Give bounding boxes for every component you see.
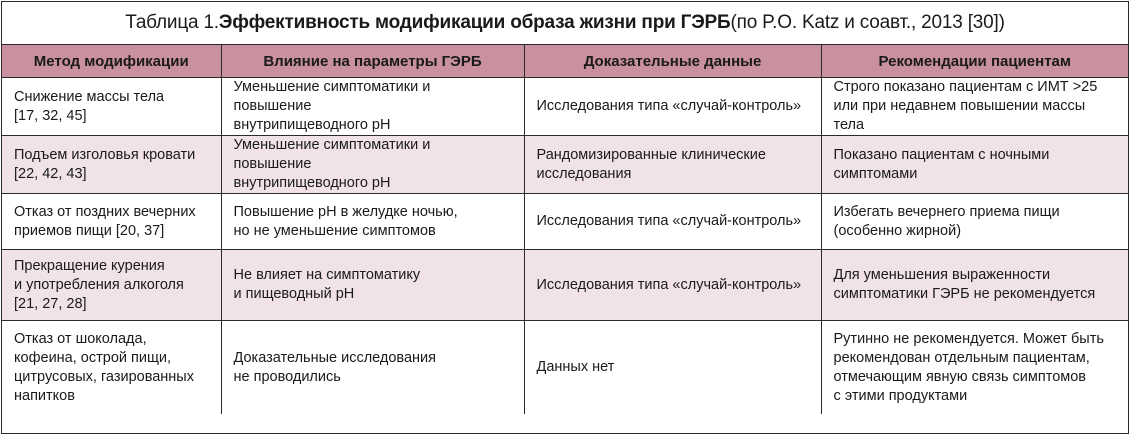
cell-recommendation — [821, 78, 1128, 136]
cell-text: Строго показано пациентам с ИМТ >25 или при недавнем повышении массы тела — [833, 79, 1098, 133]
table-title-suffix: (по P.O. Katz и соавт., 2013 [30]) — [730, 12, 1005, 33]
cell-text: Избегать вечернего приема пищи (особенно жирной) — [833, 203, 1060, 239]
cell-method — [2, 250, 221, 321]
cell-text: Не влияет на симптоматику и пищеводный pH — [233, 267, 421, 302]
cell-effect — [221, 78, 524, 136]
cell-method — [2, 321, 221, 415]
header-effect: Влияние на параметры ГЭРБ — [221, 45, 524, 78]
table-title — [2, 2, 1128, 45]
cell-evidence — [524, 321, 821, 415]
header-evidence: Доказательные данные — [524, 45, 821, 78]
cell-text: Исследования типа «случай-контроль» — [536, 276, 802, 293]
table-title-prefix: Таблица 1. — [125, 12, 219, 33]
cell-text: Данных нет — [536, 359, 615, 375]
cell-recommendation — [821, 194, 1128, 250]
cell-text: Доказательные исследования не проводились — [233, 349, 436, 385]
cell-evidence — [524, 194, 821, 250]
cell-text: Рутинно не рекомендуется. Может быть рекомендован отдельным пациентам, отмечающим явную связь симптомов с этими продуктами — [833, 330, 1104, 404]
table-row — [2, 321, 1128, 415]
cell-text: Исследования типа «случай-контроль» — [536, 98, 802, 114]
cell-evidence — [524, 78, 821, 136]
table-row — [2, 250, 1128, 321]
table-row — [2, 78, 1128, 136]
cell-effect — [221, 321, 524, 415]
cell-evidence — [524, 136, 821, 194]
table-row — [2, 194, 1128, 250]
table-row — [2, 136, 1128, 194]
cell-text: Для уменьшения выраженности симптоматики ГЭРБ не рекомендуется — [833, 267, 1096, 302]
cell-text: Рандомизированные клинические исследования — [536, 146, 766, 182]
lifestyle-modification-table — [2, 45, 1128, 414]
cell-text: Исследования типа «случай-контроль» — [536, 213, 802, 229]
cell-recommendation — [821, 321, 1128, 415]
header-recommendation: Рекомендации пациентам — [821, 45, 1128, 78]
cell-text: Уменьшение симптоматики и повышение внутрипищеводного pH — [233, 137, 431, 191]
cell-recommendation — [821, 250, 1128, 321]
table-frame — [1, 1, 1129, 434]
cell-text: Отказ от шоколада, кофеина, острой пищи, цитрусовых, газированных напитков — [14, 330, 194, 404]
cell-method — [2, 194, 221, 250]
cell-text: Повышение pH в желудке ночью, но не уменьшение симптомов — [233, 203, 458, 239]
cell-effect — [221, 136, 524, 194]
cell-recommendation — [821, 136, 1128, 194]
cell-text: Снижение массы тела [17, 32, 45] — [14, 88, 165, 124]
cell-method — [2, 78, 221, 136]
table-title-main: Эффективность модификации образа жизни при ГЭРБ — [218, 12, 731, 33]
cell-effect — [221, 250, 524, 321]
table-header-row — [2, 45, 1128, 78]
cell-evidence — [524, 250, 821, 321]
header-method: Метод модификации — [2, 45, 221, 78]
cell-method — [2, 136, 221, 194]
cell-text: Показано пациентам с ночными симптомами — [833, 146, 1050, 182]
cell-text: Подъем изголовья кровати [22, 42, 43] — [14, 146, 196, 182]
cell-text: Уменьшение симптоматики и повышение внутрипищеводного pH — [233, 79, 431, 133]
cell-effect — [221, 194, 524, 250]
cell-text: Прекращение курения и употребления алкоголя [21, 27, 28] — [14, 257, 184, 312]
cell-text: Отказ от поздних вечерних приемов пищи [20, 37] — [14, 203, 196, 239]
